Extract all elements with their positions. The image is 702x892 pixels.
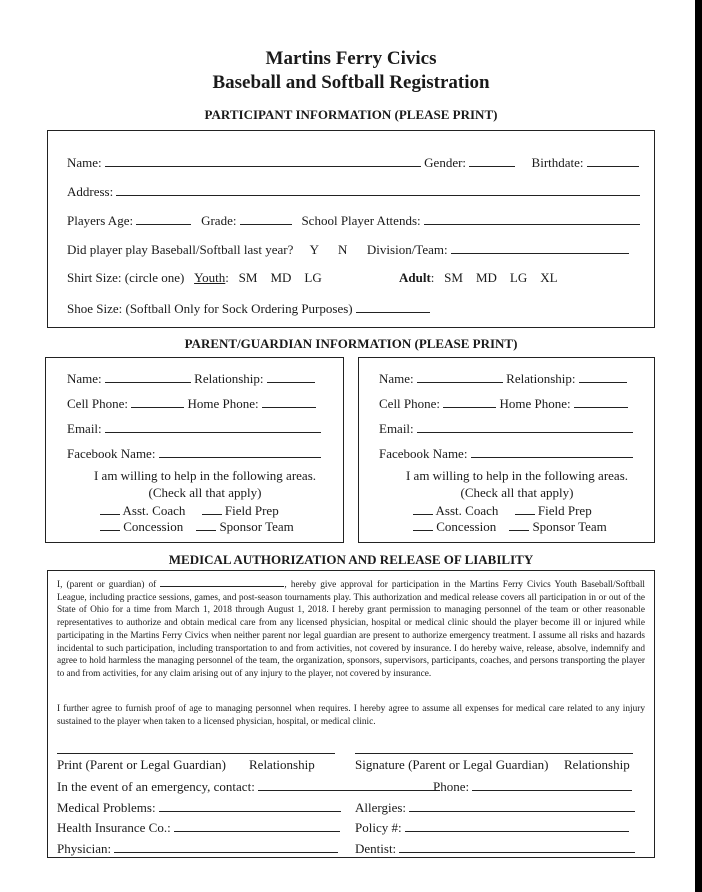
guardian1-facebook-label: Facebook Name: <box>67 446 156 461</box>
guardian2-phone-row <box>379 394 628 412</box>
medical-p1-start: I, (parent or guardian) of <box>57 580 157 590</box>
guardian2-sponsor-checkbox[interactable] <box>509 517 529 531</box>
guardian1-email-row <box>67 419 321 437</box>
allergies-label: Allergies: <box>355 800 407 815</box>
guardian1-facebook-field[interactable] <box>159 444 321 458</box>
physician-field[interactable] <box>114 839 338 853</box>
phone-row <box>433 777 632 795</box>
physician-row <box>57 839 338 857</box>
guardian2-field-prep-checkbox[interactable] <box>515 501 535 515</box>
insurance-field[interactable] <box>174 818 340 832</box>
guardian2-facebook-row <box>379 444 633 462</box>
guardian2-check: (Check all that apply) <box>460 485 574 500</box>
guardian1-sponsor-checkbox[interactable] <box>196 517 216 531</box>
guardian2-cell-label: Cell Phone: <box>379 396 441 411</box>
division-field[interactable] <box>451 240 629 254</box>
shirt-label: Shirt Size: (circle one) <box>67 270 185 285</box>
guardian-heading: PARENT/GUARDIAN INFORMATION (PLEASE PRINT) <box>184 336 518 351</box>
phone-field[interactable] <box>472 777 632 791</box>
adult-sizes[interactable]: SM MD LG XL <box>444 270 558 285</box>
guardian1-cell-field[interactable] <box>131 394 184 408</box>
form-title-line2: Baseball and Softball Registration <box>212 72 490 93</box>
adult-size-group: Adult: SM MD LG XL <box>399 270 558 285</box>
guardian1-email-label: Email: <box>67 421 102 436</box>
guardian2-asst-coach-label: Asst. Coach <box>435 503 499 518</box>
guardian1-willing: I am willing to help in the following areas. <box>93 468 317 483</box>
shoe-field[interactable] <box>356 299 430 313</box>
guardian1-home-label: Home Phone: <box>187 396 259 411</box>
guardian2-home-label: Home Phone: <box>499 396 571 411</box>
players-age-label: Players Age: <box>67 213 134 228</box>
guardian1-facebook-row <box>67 444 321 462</box>
name-label: Name: <box>67 155 102 170</box>
youth-sizes[interactable]: SM MD LG <box>238 270 322 285</box>
insurance-row <box>57 818 340 836</box>
guardian1-check: (Check all that apply) <box>148 485 262 500</box>
guardian1-field-prep-checkbox[interactable] <box>202 501 222 515</box>
medical-problems-row <box>57 798 341 816</box>
print-signature-line[interactable] <box>57 753 335 754</box>
guardian1-field-prep-label: Field Prep <box>224 503 279 518</box>
guardian2-email-field[interactable] <box>417 419 633 433</box>
guardian1-asst-coach-label: Asst. Coach <box>122 503 186 518</box>
guardian2-home-field[interactable] <box>574 394 628 408</box>
participant-of-field[interactable] <box>160 577 284 587</box>
guardian1-name-label: Name: <box>67 371 102 386</box>
medical-heading: MEDICAL AUTHORIZATION AND RELEASE OF LIABILITY <box>168 552 534 567</box>
medical-problems-field[interactable] <box>159 798 341 812</box>
emergency-label: In the event of an emergency, contact: <box>57 779 255 794</box>
dentist-label: Dentist: <box>355 841 397 856</box>
emergency-row <box>57 777 440 795</box>
guardian2-name-row <box>379 369 627 387</box>
insurance-label: Health Insurance Co.: <box>57 820 171 835</box>
guardian2-concession-checkbox[interactable] <box>413 517 433 531</box>
emergency-field[interactable] <box>258 777 440 791</box>
guardian1-name-field[interactable] <box>105 369 191 383</box>
signature-relationship-label: Relationship <box>564 757 630 772</box>
birthdate-label: Birthdate: <box>531 155 584 170</box>
name-field[interactable] <box>105 153 421 167</box>
address-field[interactable] <box>116 182 640 196</box>
no-option[interactable]: N <box>338 242 348 257</box>
guardian2-facebook-label: Facebook Name: <box>379 446 468 461</box>
guardian2-cell-field[interactable] <box>443 394 496 408</box>
guardian1-concession-checkbox[interactable] <box>100 517 120 531</box>
birthdate-field[interactable] <box>587 153 639 167</box>
print-relationship-label: Relationship <box>249 757 315 772</box>
division-label: Division/Team: <box>366 242 448 257</box>
form-title-line1: Martins Ferry Civics <box>265 48 437 69</box>
gender-field[interactable] <box>469 153 515 167</box>
school-label: School Player Attends: <box>301 213 421 228</box>
guardian1-phone-row <box>67 394 316 412</box>
guardian1-cell-label: Cell Phone: <box>67 396 129 411</box>
print-label: Print (Parent or Legal Guardian) <box>57 757 226 772</box>
signature-label: Signature (Parent or Legal Guardian) <box>355 757 549 772</box>
guardian1-relationship-label: Relationship: <box>194 371 264 386</box>
youth-label: Youth <box>194 270 226 285</box>
phone-label: Phone: <box>433 779 470 794</box>
guardian1-asst-coach-checkbox[interactable] <box>100 501 120 515</box>
policy-row <box>355 818 629 836</box>
guardian1-name-row <box>67 369 315 387</box>
school-field[interactable] <box>424 211 640 225</box>
age-grade-school-row <box>67 211 640 229</box>
guardian2-field-prep-label: Field Prep <box>537 503 592 518</box>
allergies-row <box>355 798 635 816</box>
participant-heading: PARTICIPANT INFORMATION (PLEASE PRINT) <box>204 107 498 122</box>
address-label: Address: <box>67 184 114 199</box>
guardian2-concession-label: Concession <box>436 519 497 534</box>
dentist-row <box>355 839 635 857</box>
yes-option[interactable]: Y <box>309 242 319 257</box>
gender-label: Gender: <box>424 155 467 170</box>
grade-label: Grade: <box>201 213 237 228</box>
guardian1-options-row2 <box>100 517 294 535</box>
medical-p1-rest: , hereby give approval for participation in the Martins Ferry Civics Youth Baseball/Softball League, including practice sessions, games, and post-season tournaments play. This authorization and medical release covers all participation in or out of the State of Ohio for a time from March 1, 2018 through August 1, 2018. I hereby grant permission to managing personnel of the team or other reasonable representatives to authorize and obtain medical care from any licensed physician, hospital or medical clinic should the player become ill or injured while participating in the Martins Ferry Civics when neither parent nor legal guardian are present to authorize emergency treatment. I assume all risks and hazards incidental to such participation, including transportation to and from activities, not covered by insurance. I do hereby waive, release, absolve, indemnify and agree to hold harmless the managing personnel of the team, the organization, sponsors, supervisors, participants, coaches, and persons transporting the player to and from activities, for any claim arising out of any injury to the player, not covered by insurance. <box>57 580 646 679</box>
guardian2-facebook-field[interactable] <box>471 444 633 458</box>
participant-name-row <box>67 153 639 171</box>
guardian1-sponsor-label: Sponsor Team <box>219 519 294 534</box>
guardian2-relationship-label: Relationship: <box>506 371 576 386</box>
played-last-year-row <box>67 240 629 258</box>
guardian2-relationship-field[interactable] <box>579 369 627 383</box>
policy-field[interactable] <box>405 818 629 832</box>
guardian2-options-row2 <box>413 517 607 535</box>
guardian2-asst-coach-checkbox[interactable] <box>413 501 433 515</box>
policy-label: Policy #: <box>355 820 402 835</box>
did-play-label: Did player play Baseball/Softball last year? <box>67 242 294 257</box>
medical-problems-label: Medical Problems: <box>57 800 156 815</box>
guardian2-sponsor-label: Sponsor Team <box>532 519 607 534</box>
shirt-size-row: Shirt Size: (circle one) Youth: SM MD LG <box>67 270 322 285</box>
guardian2-email-row <box>379 419 633 437</box>
shoe-size-row <box>67 299 430 317</box>
guardian2-name-field[interactable] <box>417 369 503 383</box>
guardian1-relationship-field[interactable] <box>267 369 315 383</box>
adult-label: Adult <box>399 270 431 285</box>
grade-field[interactable] <box>240 211 292 225</box>
guardian1-home-field[interactable] <box>262 394 316 408</box>
allergies-field[interactable] <box>409 798 635 812</box>
signature-line[interactable] <box>355 753 633 754</box>
guardian1-email-field[interactable] <box>105 419 321 433</box>
physician-label: Physician: <box>57 841 112 856</box>
players-age-field[interactable] <box>136 211 191 225</box>
medical-paragraph-1 <box>57 577 645 681</box>
dentist-field[interactable] <box>399 839 635 853</box>
address-row <box>67 182 640 200</box>
shoe-label: Shoe Size: (Softball Only for Sock Ordering Purposes) <box>67 301 353 316</box>
medical-paragraph-2: I further agree to furnish proof of age to managing personnel when requires. I hereby agree to assume all expenses for medical care related to any injury sustained to the player when taken to a licensed physician, hospital, or medical clinic. <box>57 704 645 727</box>
guardian1-concession-label: Concession <box>123 519 184 534</box>
guardian2-name-label: Name: <box>379 371 414 386</box>
guardian2-email-label: Email: <box>379 421 414 436</box>
guardian2-willing: I am willing to help in the following areas. <box>405 468 629 483</box>
